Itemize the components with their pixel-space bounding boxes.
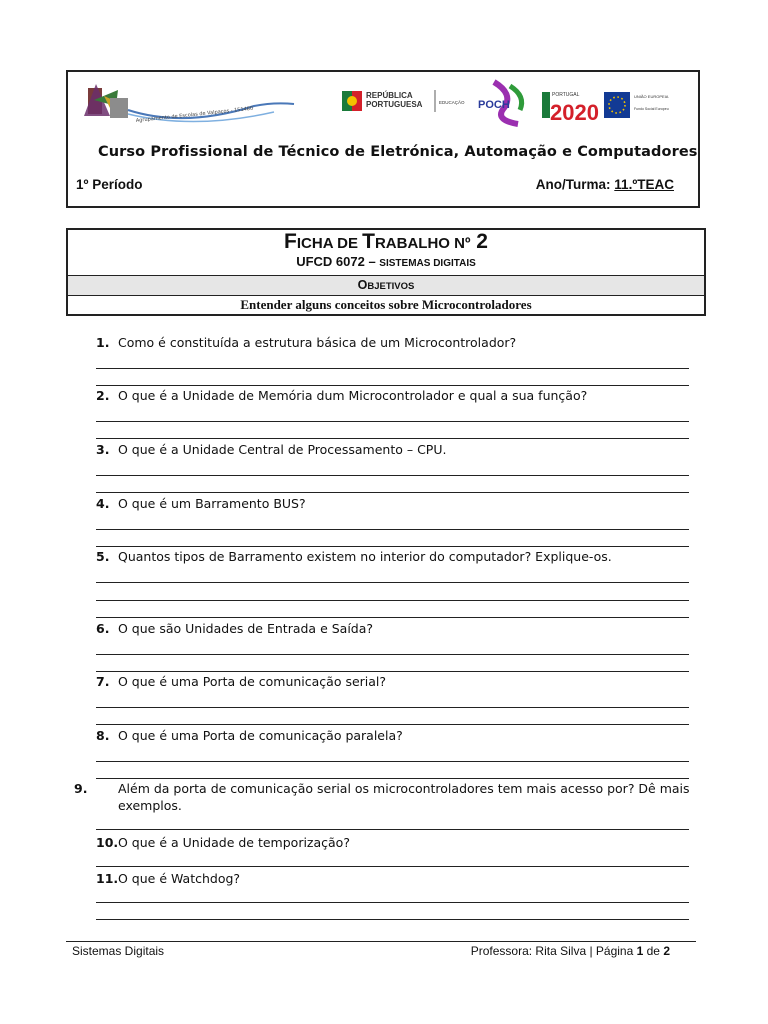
answer-line[interactable]: [96, 421, 689, 422]
answer-line[interactable]: [96, 919, 689, 920]
footer-page-info: Professora: Rita Silva | Página 1 de 2: [470, 944, 670, 958]
header-box: [66, 70, 700, 208]
answer-line[interactable]: [96, 475, 689, 476]
answer-line[interactable]: [96, 600, 689, 601]
school-logo: [84, 84, 294, 124]
answer-line[interactable]: [96, 778, 689, 779]
answer-line[interactable]: [96, 582, 689, 583]
question-5: 5. Quantos tipos de Barramento existem no interior do computador? Explique-os.: [96, 549, 612, 564]
question-6: 6. O que são Unidades de Entrada e Saída?: [96, 621, 374, 636]
footer-divider: [66, 941, 696, 942]
question-1: 1. Como é constituída a estrutura básica de um Microcontrolador?: [96, 335, 517, 350]
svg-text:REPÚBLICA: REPÚBLICA: [366, 91, 413, 100]
svg-text:POCH: POCH: [478, 99, 510, 111]
answer-line[interactable]: [96, 438, 689, 439]
republica-portuguesa-logo: [334, 80, 474, 126]
period-label: 1º Período: [76, 177, 143, 192]
question-7: 7. O que é uma Porta de comunicação serial?: [96, 674, 387, 689]
svg-text:2020: 2020: [550, 100, 599, 125]
objectives-heading: OBJETIVOS: [68, 275, 704, 296]
portugal-2020-logo: [542, 92, 599, 125]
school-seal-text: Agrupamento de Escolas de Valpaços - 151480: [135, 105, 254, 124]
question-8: 8. O que é uma Porta de comunicação paralela?: [96, 728, 403, 743]
answer-line[interactable]: [96, 707, 689, 708]
turma-prefix: Ano/Turma:: [535, 177, 615, 192]
question-11: 11.O que é Watchdog?: [96, 871, 241, 886]
turma-label: [536, 177, 674, 192]
question-4: 4. O que é um Barramento BUS?: [96, 496, 306, 511]
question-10: 10.O que é a Unidade de temporização?: [96, 835, 350, 850]
svg-text:UNIÃO EUROPEIA: UNIÃO EUROPEIA: [634, 94, 669, 99]
footer-subject: Sistemas Digitais: [72, 944, 165, 958]
ficha-box: [66, 228, 706, 316]
ufcd-subtitle: UFCD 6072 – SISTEMAS DIGITAIS: [296, 254, 476, 269]
answer-line[interactable]: [96, 654, 689, 655]
question-3: 3. O que é a Unidade Central de Processamento – CPU.: [96, 442, 447, 457]
turma-value: 11.ºTEAC: [614, 177, 674, 192]
question-9: 9. Além da porta de comunicação serial os microcontroladores tem mais acesso por? Dê mais exemplos.: [74, 781, 690, 813]
svg-text:EDUCAÇÃO: EDUCAÇÃO: [439, 100, 465, 105]
answer-line[interactable]: [96, 829, 689, 830]
answer-line[interactable]: [96, 724, 689, 725]
eu-flag-logo: [604, 92, 669, 118]
answer-line[interactable]: [96, 368, 689, 369]
ficha-title: FICHA DE TRABALHO Nº 2: [284, 230, 488, 253]
answer-line[interactable]: [96, 671, 689, 672]
objective-text: Entender alguns conceitos sobre Microcontroladores: [240, 297, 532, 312]
answer-line[interactable]: [96, 385, 689, 386]
svg-text:PORTUGUESA: PORTUGUESA: [366, 100, 423, 109]
answer-line[interactable]: [96, 761, 689, 762]
answer-line[interactable]: [96, 902, 689, 903]
answer-line[interactable]: [96, 529, 689, 530]
answer-line[interactable]: [96, 617, 689, 618]
course-title: Curso Profissional de Técnico de Eletrónica, Automação e Computadores: [98, 144, 698, 160]
question-2: 2. O que é a Unidade de Memória dum Microcontrolador e qual a sua função?: [96, 388, 588, 403]
answer-line[interactable]: [96, 866, 689, 867]
logo-strip: [74, 76, 694, 130]
svg-text:PORTUGAL: PORTUGAL: [552, 92, 580, 98]
poch-logo: [478, 82, 522, 124]
svg-text:Fundo Social Europeu: Fundo Social Europeu: [634, 107, 669, 111]
answer-line[interactable]: [96, 546, 689, 547]
answer-line[interactable]: [96, 492, 689, 493]
